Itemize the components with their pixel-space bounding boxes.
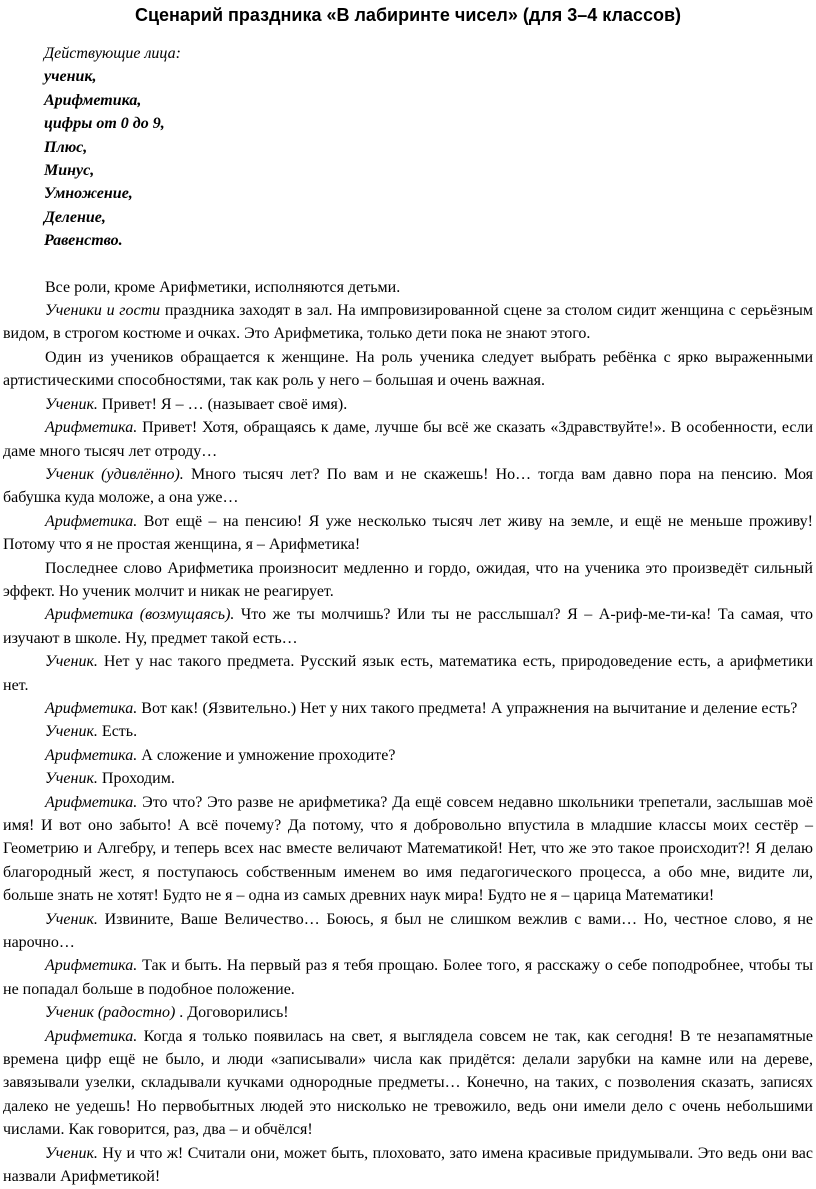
script-body <box>0 276 816 1189</box>
speaker-label: Арифметика. <box>45 793 138 811</box>
paragraph-text: . Договорились! <box>175 1004 289 1022</box>
paragraph <box>3 393 813 416</box>
paragraph-text: Так и быть. На первый раз я тебя прощаю. Более того, я расскажу о себе поподробнее, чтобы ты не попадал больше в подобное положение. <box>3 957 813 998</box>
paragraph-text: праздника заходят в зал. На импровизированной сцене за столом сидит женщина с серьёзным видом, в строгом костюме и очках. Это Арифметика, только дети пока не знают этого. <box>3 302 813 343</box>
paragraph <box>3 650 813 697</box>
cast-item: ученик, <box>44 68 97 86</box>
paragraph-text: Извините, Ваше Величество… Боюсь, я был не слишком вежлив с вами… Но, честное слово, я не нарочно… <box>3 910 813 952</box>
paragraph <box>3 720 813 743</box>
speaker-label: Арифметика. <box>45 746 138 764</box>
paragraph-text: Это что? Это разве не арифметика? Да ещё совсем недавно школьники трепетали, заслышав моё имя! И вот оно забыто! А всё почему? Да потому, что я добровольно впустила в младшие классы моих сестёр – Геометрию и Алгебру, и теперь всех нас вместе величают Математикой! Нет, что же это такое происходит?! Я делаю благородный жест, я поступаюсь собственным именем во имя педагогического процесса, а обо мне, видите ли, больше знать не хотят! Будто не я – одна из самых древних наук мира! Будто не я – царица Математики! <box>3 793 813 905</box>
paragraph <box>3 791 813 908</box>
paragraph-text: Все роли, кроме Арифметики, исполняются детьми. <box>45 278 401 296</box>
cast-item: Умножение, <box>44 185 133 203</box>
cast-list <box>0 42 816 253</box>
paragraph-text: Вот как! (Язвительно.) Нет у них такого предмета! А упражнения на вычитание и деление есть? <box>137 699 798 717</box>
paragraph-text: Вот ещё – на пенсию! Я уже несколько тысяч лет живу на земле, и ещё не меньше проживу! Потому что я не простая женщина, я – Арифметика! <box>3 512 813 554</box>
paragraph <box>3 1025 813 1142</box>
cast-item: Минус, <box>44 162 95 180</box>
cast-item: цифры от 0 до 9, <box>44 115 165 133</box>
paragraph-text: Последнее слово Арифметика произносит медленно и гордо, ожидая, что на ученика это произведёт сильный эффект. Но ученик молчит и никак не реагирует. <box>3 559 813 600</box>
speaker-label: Арифметика. <box>45 1027 138 1045</box>
cast-heading: Действующие лица: <box>44 45 181 62</box>
paragraph-text: А сложение и умножение проходите? <box>137 746 396 764</box>
paragraph <box>3 908 813 955</box>
cast-item: Плюс, <box>44 138 88 156</box>
speaker-label: Ученик. <box>45 653 98 671</box>
speaker-label: Ученик (удивлённо). <box>45 465 184 483</box>
speaker-label: Ученик. <box>45 1144 98 1162</box>
paragraph <box>3 463 813 510</box>
paragraph-text: Привет! Я – … (называет своё имя). <box>97 395 348 413</box>
paragraph <box>3 603 813 650</box>
paragraph <box>3 954 813 1001</box>
document-title: Сценарий праздника «В лабиринте чисел» (для 3–4 классов) <box>134 5 682 25</box>
paragraph <box>3 276 813 299</box>
cast-item: Деление, <box>44 208 106 226</box>
paragraph-text: Привет! Хотя, обращаясь к даме, лучше бы всё же сказать «Здравствуйте!». В особенности, если даме много тысяч лет отроду… <box>3 419 813 460</box>
speaker-label: Ученик. <box>45 395 98 413</box>
paragraph-text: Ну и что ж! Считали они, может быть, плоховато, зато имена красивые придумывали. Это ведь они вас назвали Арифметикой! <box>3 1144 813 1186</box>
speaker-label: Ученики и гости <box>45 302 161 320</box>
paragraph <box>3 299 813 346</box>
speaker-label: Арифметика. <box>45 957 138 975</box>
speaker-label: Ученик. <box>45 770 98 788</box>
speaker-label: Ученик. <box>45 910 98 928</box>
paragraph <box>3 346 813 393</box>
paragraph-text: Один из учеников обращается к женщине. На роль ученика следует выбрать ребёнка с ярко выраженными артистическими способностями, так как роль у него – большая и очень важная. <box>3 348 813 390</box>
paragraph <box>3 767 813 790</box>
speaker-label: Арифметика. <box>45 512 138 530</box>
paragraph <box>3 510 813 557</box>
speaker-label: Арифметика. <box>45 699 138 717</box>
cast-item: Арифметика, <box>44 91 142 109</box>
paragraph-text: Много тысяч лет? По вам и не скажешь! Но… тогда вам давно пора на пенсию. Моя бабушка куда моложе, а она уже… <box>3 465 814 507</box>
speaker-label: Ученик (радостно) <box>45 1004 176 1022</box>
paragraph-text: Нет у нас такого предмета. Русский язык есть, математика есть, природоведение есть, а арифметики нет. <box>3 653 813 694</box>
paragraph-text: Что же ты молчишь? Или ты не расслышал? Я – А-риф-ме-ти-ка! Та самая, что изучают в школе. Ну, предмет такой есть… <box>3 606 813 647</box>
paragraph-text: Когда я только появилась на свет, я выглядела совсем не так, как сегодня! В те незапамятные времена цифр ещё не было, и люди «записывали» числа как придётся: делали зарубки на камне или на дереве, завязывали узелки, складывали кучками однородные предметы… Конечно, на таких, с позволения сказать, записях далеко не уедешь! Но первобытных людей это нисколько не тревожило, ведь они имели дело с очень небольшими числами. Как говорится, раз, два – и обчёлся! <box>3 1027 813 1139</box>
paragraph <box>3 697 813 720</box>
paragraph <box>3 416 813 463</box>
paragraph <box>3 557 813 604</box>
paragraph <box>3 1001 813 1024</box>
cast-item: Равенство. <box>44 232 123 250</box>
paragraph-text: Проходим. <box>97 770 175 788</box>
paragraph <box>3 744 813 767</box>
speaker-label: Арифметика (возмущаясь). <box>45 606 235 624</box>
paragraph <box>3 1142 813 1189</box>
speaker-label: Арифметика. <box>45 419 138 437</box>
paragraph-text: Есть. <box>97 723 138 741</box>
speaker-label: Ученик. <box>45 723 98 741</box>
